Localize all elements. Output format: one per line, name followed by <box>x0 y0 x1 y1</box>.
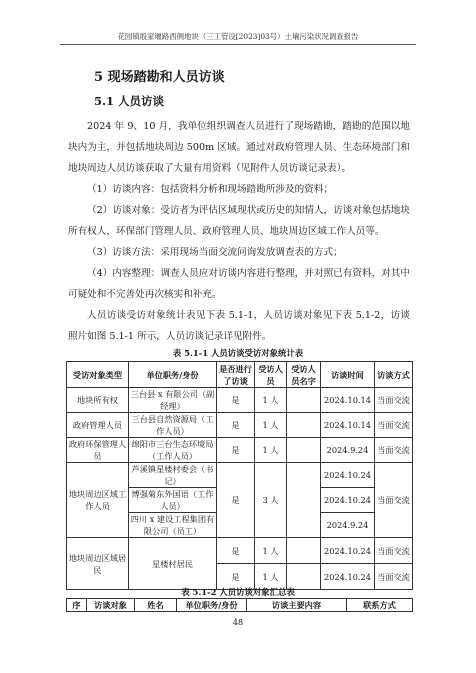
cell-unit: 三台县自然资源局（工作人员） <box>129 413 217 438</box>
col-header-method: 访谈方式 <box>375 362 413 388</box>
cell-type: 地块周边区域居民 <box>67 538 129 590</box>
cell-done: 是 <box>217 438 255 463</box>
interview-content-item: （1）访谈内容：包括资料分析和现场踏勘所涉及的资料； <box>87 184 333 195</box>
interview-summary-table <box>66 598 413 612</box>
interview-method-item: （3）访谈方法：采用现场当面交流问询发放调查表的方式； <box>87 247 343 258</box>
intro-paragraph: 2024 年 9、10 月，我单位组织调查人员进行了现场踏勘，踏勘的范围以地块内为主，并包括地块周边 500m 区域。通过对政府管理人员、生态环境部门和地块周边人员访谈获取了大量有用资料（见附件人员访谈记录表）。 <box>68 121 410 174</box>
col-header-name: 受访人员名字 <box>287 362 321 388</box>
cell-count: 1 人 <box>255 388 287 413</box>
col-header-time: 访谈时间 <box>321 362 375 388</box>
table-row <box>67 463 413 488</box>
cell-method: 当面交流 <box>375 438 413 463</box>
cell-count: 1 人 <box>255 413 287 438</box>
col-header-content: 访谈主要内容 <box>247 599 347 612</box>
cell-type: 政府管理人员 <box>67 413 129 438</box>
interview-statistics-table <box>66 361 413 590</box>
cell-type: 地块所有权 <box>67 388 129 413</box>
cell-unit: 四川 x 建设工程集团有限公司（员工） <box>129 513 217 538</box>
table-row <box>67 538 413 564</box>
col-header-subject-type: 受访对象类型 <box>67 362 129 388</box>
col-header-count: 受访人员 <box>255 362 287 388</box>
cell-done: 是 <box>217 463 255 538</box>
cell-time: 2024.10.24 <box>321 538 375 564</box>
cell-method: 当面交流 <box>375 564 413 590</box>
cell-time: 2024.10.24 <box>321 488 375 513</box>
cell-unit: 芦溪镇星楼村委会（书记） <box>129 463 217 488</box>
cell-time: 2024.10.24 <box>321 463 375 488</box>
cell-method: 当面交流 <box>375 388 413 413</box>
section-title: 5 现场踏勘和人员访谈 <box>94 70 225 85</box>
table2-caption: 表 5.1-2 人员访谈对象汇总表 <box>181 587 295 597</box>
cell-count: 1 人 <box>255 564 287 590</box>
cell-count: 1 人 <box>255 438 287 463</box>
table-row <box>67 438 413 463</box>
subsection-title: 5.1 人员访谈 <box>94 94 165 108</box>
cell-time: 2024.9.24 <box>321 438 375 463</box>
cell-time: 2024.10.24 <box>321 564 375 590</box>
cell-count: 3 人 <box>255 463 287 538</box>
cell-name <box>287 463 321 538</box>
header-rule <box>60 44 416 45</box>
running-header: 花园镇殷家堰路西侧地块（三工管设[2023]03号）土壤污染状况调查报告 <box>117 32 359 41</box>
col-header-unit: 单位职务/身份 <box>129 362 217 388</box>
cell-done: 是 <box>217 564 255 590</box>
cell-time: 2024.10.14 <box>321 388 375 413</box>
table-reference-paragraph: 人员访谈受访对象统计表见下表 5.1-1，人员访谈对象见下表 5.1-2，访谈照片如图 5.1-1 所示，人员访谈记录详见附件。 <box>68 310 410 342</box>
cell-type: 政府环保管理人员 <box>67 438 129 463</box>
content-arrangement-item: （4）内容整理：调查人员应对访谈内容进行整理，并对照已有资料，对其中可疑处和不完善处再次核实和补充。 <box>68 268 410 300</box>
cell-unit: 博强菊东外国语（工作人员） <box>129 488 217 513</box>
page-number: 48 <box>232 618 244 627</box>
col-header-subject: 访谈对象 <box>87 599 135 612</box>
cell-unit: 三台县 x 有限公司（副经理） <box>129 388 217 413</box>
cell-unit: 星楼村居民 <box>129 538 217 590</box>
table1-caption: 表 5.1-1 人员访谈受访对象统计表 <box>172 348 304 358</box>
cell-done: 是 <box>217 538 255 564</box>
cell-method: 当面交流 <box>375 538 413 564</box>
col-header-person-name: 姓名 <box>135 599 177 612</box>
interview-subject-item: （2）访谈对象：受访者为评估区域现状或历史的知情人，访谈对象包括地块所有权人，环保部门管理人员、政府管理人员、地块周边区域工作人员等。 <box>68 205 410 237</box>
col-header-unit: 单位职务/身份 <box>177 599 247 612</box>
cell-unit: 绵阳市三台生态环境局（工作人员） <box>129 438 217 463</box>
cell-name <box>287 413 321 438</box>
cell-type: 地块周边区域工作人员 <box>67 463 129 538</box>
col-header-contact: 联系方式 <box>347 599 413 612</box>
cell-done: 是 <box>217 388 255 413</box>
table-row <box>67 413 413 438</box>
col-header-index: 序 <box>67 599 87 612</box>
cell-name <box>287 538 321 564</box>
cell-time: 2024.10.14 <box>321 413 375 438</box>
cell-count: 1 人 <box>255 538 287 564</box>
cell-done: 是 <box>217 413 255 438</box>
cell-name <box>287 388 321 413</box>
cell-time: 2024.9.24 <box>321 513 375 538</box>
col-header-interviewed: 是否进行了访谈 <box>217 362 255 388</box>
cell-method: 当面交流 <box>375 413 413 438</box>
cell-name <box>287 438 321 463</box>
cell-method: 当面交流 <box>375 463 413 538</box>
table-row <box>67 388 413 413</box>
